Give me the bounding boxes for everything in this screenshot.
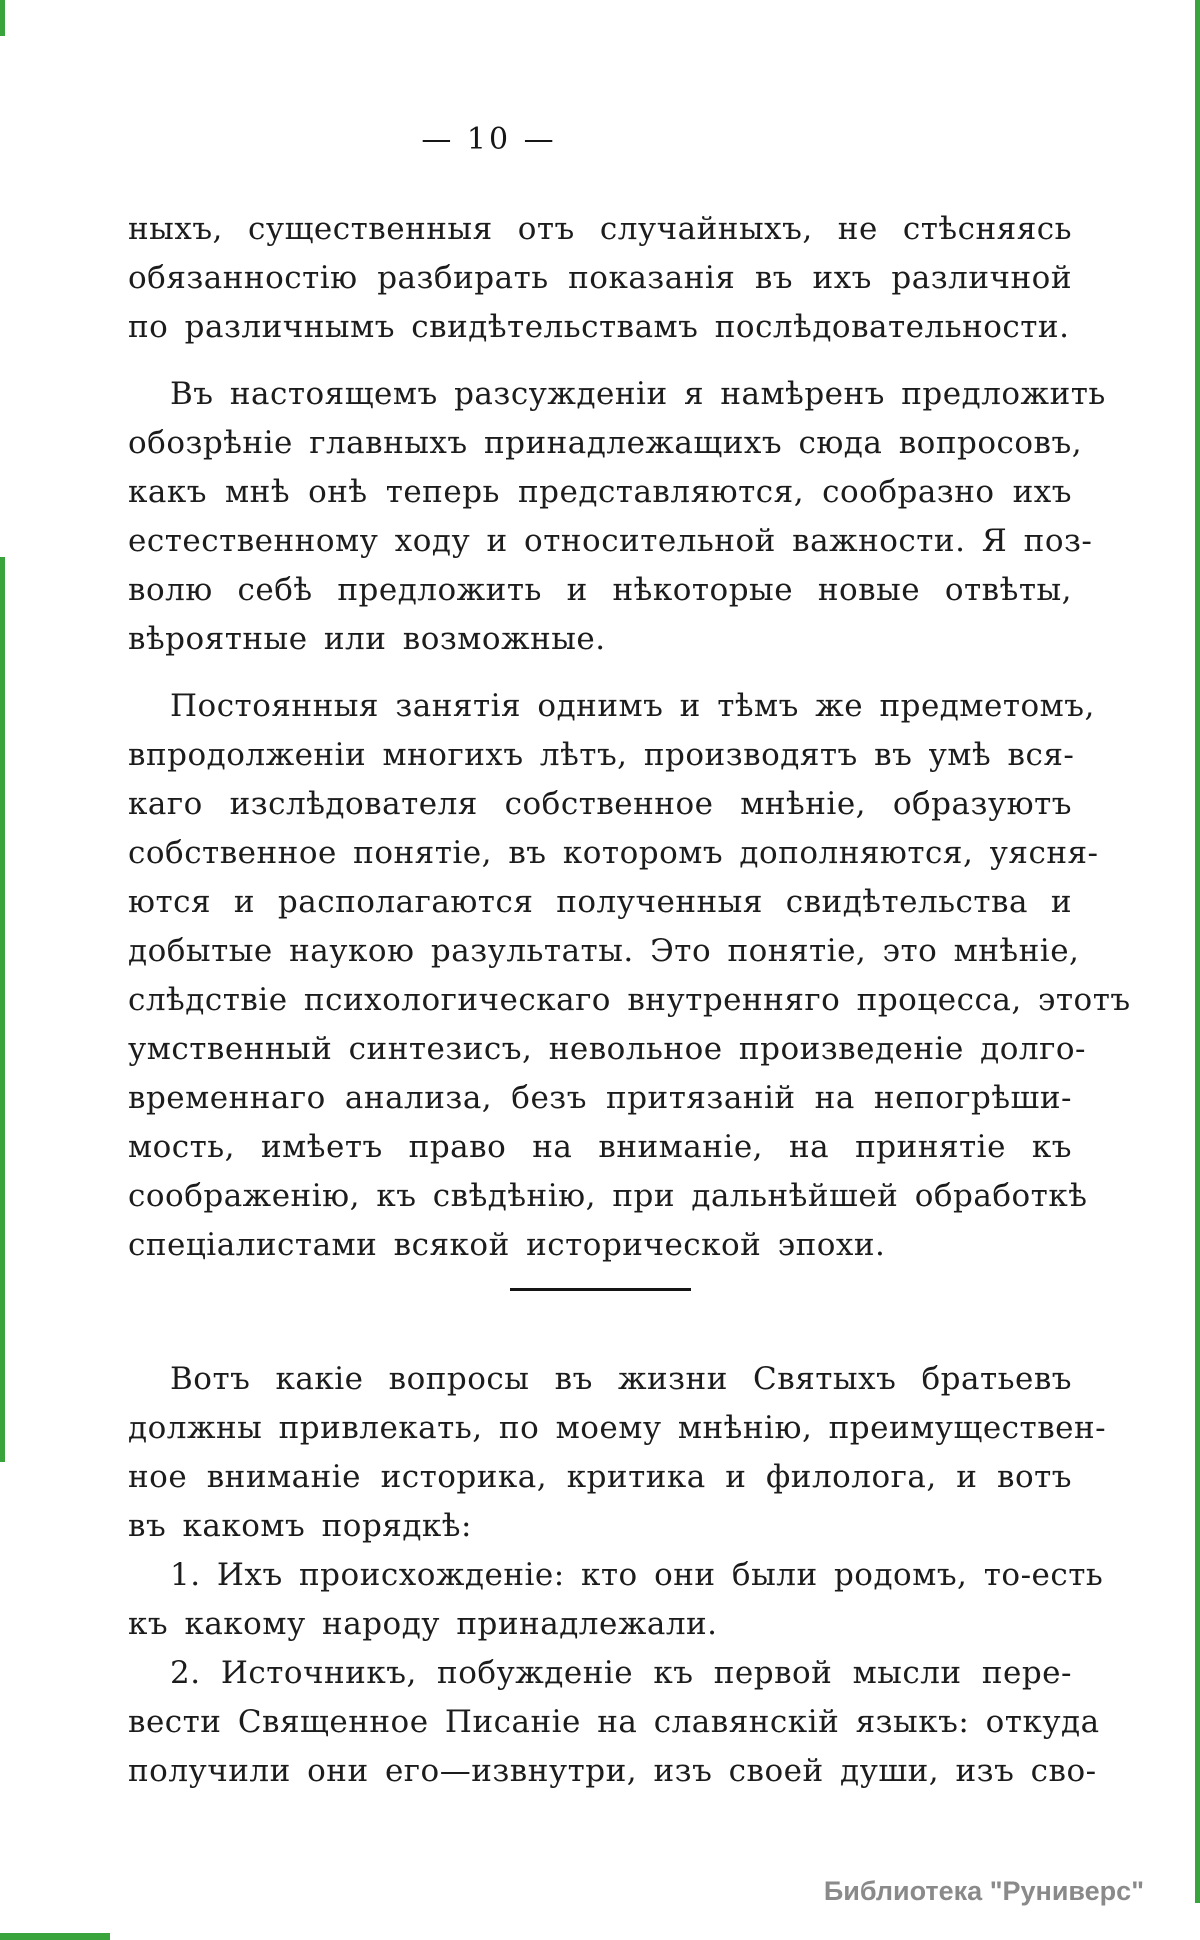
text-line: спеціалистами всякой исторической эпохи. [128, 1227, 886, 1263]
section-divider [510, 1288, 691, 1291]
paragraph [128, 1649, 1100, 1796]
text-line: обозрѣніе главныхъ принадлежащихъ сюда вопросовъ, [128, 425, 1083, 461]
text-line: къ какому народу принадлежали. [128, 1606, 718, 1642]
text-line: мость, имѣетъ право на вниманіе, на принятіе къ [128, 1129, 1072, 1165]
page-number: — 10 — [421, 122, 557, 157]
text-line: соображенію, къ свѣдѣнію, при дальнѣйшей обработкѣ [128, 1178, 1088, 1214]
paragraph [128, 370, 1106, 664]
scan-edge-artifact-left-top [0, 0, 5, 36]
text-line: обязанностію разбирать показанія въ ихъ различной [128, 260, 1072, 296]
text-line: умственный синтезисъ, невольное произведеніе долго- [128, 1031, 1087, 1067]
text-line: по различнымъ свидѣтельствамъ послѣдовательности. [128, 309, 1070, 345]
paragraph [128, 205, 1072, 352]
text-line: какъ мнѣ онѣ теперь представляются, сообразно ихъ [128, 474, 1072, 510]
scan-edge-artifact-right [1195, 0, 1200, 1903]
scan-edge-artifact-bottom-left [0, 1933, 110, 1940]
text-line: слѣдствіе психологическаго внутренняго процесса, этотъ [128, 982, 1131, 1018]
text-line: собственное понятіе, въ которомъ дополняются, уясня- [128, 835, 1099, 871]
text-line: Въ настоящемъ разсужденіи я намѣренъ предложить [170, 376, 1106, 412]
text-line: вести Священное Писаніе на славянскій языкъ: откуда [128, 1704, 1100, 1740]
text-line: естественному ходу и относительной важности. Я поз- [128, 523, 1093, 559]
library-watermark: Библиотека "Руниверс" [823, 1876, 1144, 1906]
text-line: Постоянныя занятія однимъ и тѣмъ же предметомъ, [170, 688, 1095, 724]
text-line: ное вниманіе историка, критика и филолога, и вотъ [128, 1459, 1072, 1495]
text-line: вѣроятные или возможные. [128, 621, 606, 657]
text-line: впродолженіи многихъ лѣтъ, производятъ въ умѣ вся- [128, 737, 1075, 773]
paragraph [128, 1551, 1104, 1649]
text-line: добытые наукою разультаты. Это понятіе, это мнѣніе, [128, 933, 1080, 969]
paragraph [128, 1355, 1107, 1551]
text-line: ныхъ, существенныя отъ случайныхъ, не стѣсняясь [128, 211, 1072, 247]
text-line: временнаго анализа, безъ притязаній на непогрѣши- [128, 1080, 1072, 1116]
text-line: ются и располагаются полученныя свидѣтельства и [128, 884, 1072, 920]
text-line: 2. Источникъ, побужденіе къ первой мысли пере- [170, 1655, 1072, 1691]
text-line: каго изслѣдователя собственное мнѣніе, образуютъ [128, 786, 1072, 822]
text-line: въ какомъ порядкѣ: [128, 1508, 472, 1544]
text-blocks [128, 205, 1131, 1796]
text-line: Вотъ какіе вопросы въ жизни Святыхъ братьевъ [170, 1361, 1072, 1397]
paragraph [128, 682, 1131, 1270]
text-line: 1. Ихъ происхожденіе: кто они были родомъ, то-есть [170, 1557, 1104, 1593]
scan-edge-artifact-left-middle [0, 557, 5, 1462]
text-line: должны привлекать, по моему мнѣнію, преимуществен- [128, 1410, 1107, 1446]
text-line: получили они его—извнутри, изъ своей души, изъ сво- [128, 1753, 1097, 1789]
text-line: волю себѣ предложить и нѣкоторые новые отвѣты, [128, 572, 1072, 608]
